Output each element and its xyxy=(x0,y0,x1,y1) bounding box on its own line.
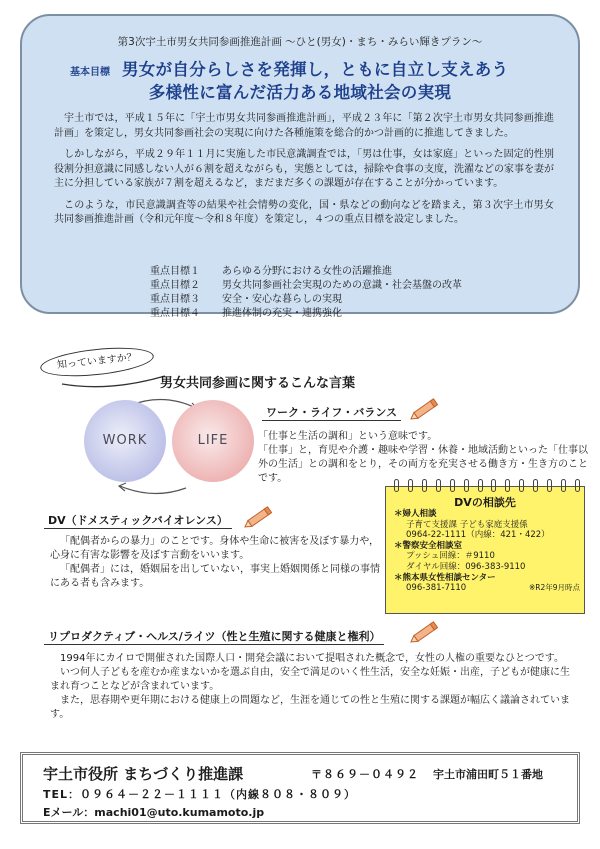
plan-paragraph: このような，市民意識調査等の結果や社会情勢の変化，国・県などの動向などを踏まえ，第３次宇土市男女共同参画推進計画（令和元年度～令和８年度）を策定し，４つの重点目標を設定しました。 xyxy=(54,199,554,225)
contact-line: 子育て支援課 子ども家庭支援係 xyxy=(406,519,528,530)
goal-statement-line1: 男女が自分らしさを発揮し，ともに自立し支えあう xyxy=(122,60,509,79)
plan-paragraphs xyxy=(54,112,554,235)
priority-label: 重点目標３ xyxy=(150,294,200,305)
contact-line xyxy=(394,583,580,594)
wlb-line: 「仕事と生活の調和」という意味です。 xyxy=(258,431,438,442)
contact-footer xyxy=(20,752,580,824)
contact-line: ダイヤル回線：096-383-9110 xyxy=(406,561,526,572)
as-of-note: ※R2年9月時点 xyxy=(528,583,580,593)
rh-paragraph: いつ何人子どもを産むか産まないかを選ぶ自由，安全で満足のいく性生活，安全な妊娠・出産，子どもが健康に生まれ育つことなどが含まれています。 xyxy=(50,667,570,692)
notepad-rings xyxy=(394,479,580,493)
goal-statement-line2: 多様性に富んだ活力ある地域社会の実現 xyxy=(148,83,452,102)
ring-icon xyxy=(575,479,580,492)
ring-icon xyxy=(505,479,510,492)
dv-contacts-title: DVの相談先 xyxy=(454,496,516,509)
priority-goal xyxy=(150,293,462,307)
bubble-swoosh-icon xyxy=(60,370,170,390)
priority-label: 重点目標１ xyxy=(150,266,200,277)
ring-icon xyxy=(422,479,427,492)
ring-icon xyxy=(436,479,441,492)
priority-label: 重点目標４ xyxy=(150,308,200,319)
ring-icon xyxy=(561,479,566,492)
contact-heading: ＊警察安全相談室 xyxy=(394,540,463,551)
priority-goals-list xyxy=(150,265,462,321)
plan-summary-box xyxy=(20,14,580,319)
dv-paragraph: 「配偶者」には，婚姻届を出していない，事実上婚姻関係と同様の事情にある者も含みます。 xyxy=(50,564,380,589)
plan-paragraph: しかしながら，平成２９年１１月に実施した市民意識調査では，「男は仕事，女は家庭」といった固定的性別役割分担意識に同感しない人が６割を超えながらも，実態としては，掃除や食事の支度，洗濯などの家事を妻が主に分担している家族が７割を超えるなど，まだまだ多くの課題が存在することが分かっています。 xyxy=(54,149,554,189)
office-email[interactable]: Eメール：machi01@uto.kumamoto.jp xyxy=(43,806,265,819)
dv-heading xyxy=(44,512,232,528)
dv-description xyxy=(50,535,380,591)
ring-icon xyxy=(547,479,552,492)
contact-phone: 096-381-7110 xyxy=(406,583,467,594)
rh-heading xyxy=(44,628,384,644)
rh-description xyxy=(50,652,570,722)
life-circle: LIFE xyxy=(172,400,254,482)
priority-label: 重点目標２ xyxy=(150,280,200,291)
contact-heading: ＊熊本県女性相談センター xyxy=(394,572,496,583)
dv-contacts-body xyxy=(394,509,580,594)
dv-contacts-notepad xyxy=(385,486,585,614)
contact-line: プッシュ回線：＃9110 xyxy=(406,551,495,562)
ring-icon xyxy=(519,479,524,492)
rh-paragraph: 1994年にカイロで開催された国際人口・開発会議において提唱された概念で，女性の人権の重要なひとつです。 xyxy=(60,653,564,664)
office-phone: TEL：０９６４－２２－１１１１（内線８０８・８０９） xyxy=(43,788,357,801)
priority-text: 安全・安心な暮らしの実現 xyxy=(222,294,342,305)
ring-icon xyxy=(533,479,538,492)
dv-heading-text: DV（ドメスティックバイオレンス） xyxy=(44,514,232,529)
priority-goal xyxy=(150,279,462,293)
ring-icon xyxy=(394,479,399,492)
office-name: 宇土市役所 まちづくり推進課 xyxy=(43,765,244,783)
contact-line: 0964-22-1111（内線：421・422） xyxy=(406,530,550,541)
priority-text: あらゆる分野における女性の活躍推進 xyxy=(222,266,392,277)
priority-goal xyxy=(150,307,462,321)
rh-heading-text: リプロダクティブ・ヘルス/ライツ（性と生殖に関する健康と権利） xyxy=(44,630,384,645)
wlb-heading xyxy=(262,404,401,420)
goal-row xyxy=(22,56,578,79)
priority-goal xyxy=(150,265,462,279)
section-title: 男女共同参画に関するこんな言葉 xyxy=(160,376,356,391)
office-address: 宇土市浦田町５１番地 xyxy=(433,768,543,781)
ring-icon xyxy=(450,479,455,492)
priority-text: 推進体制の充実・連携強化 xyxy=(222,308,342,319)
postal-code: 〒８６９－０４９２ xyxy=(311,768,419,781)
ring-icon xyxy=(464,479,469,492)
wlb-description xyxy=(258,430,588,486)
ring-icon xyxy=(478,479,483,492)
ring-icon xyxy=(491,479,496,492)
priority-text: 男女共同参画社会実現のための意識・社会基盤の改革 xyxy=(222,280,462,291)
plan-title: 第3次宇土市男女共同参画推進計画 ～ひと(男女)・まち・みらい輝きプラン～ xyxy=(117,36,483,48)
ring-icon xyxy=(408,479,413,492)
wlb-line: 「仕事」と，育児や介護・趣味や学習・休養・地域活動といった「仕事以外の生活」との調和をとり，その両方を充実させる働き方・生き方のことです。 xyxy=(258,445,588,484)
work-circle: WORK xyxy=(84,400,166,482)
goal-label: 基本目標 xyxy=(70,67,110,78)
contact-heading: ＊婦人相談 xyxy=(394,509,437,519)
work-life-diagram xyxy=(58,396,248,496)
wlb-heading-text: ワーク・ライフ・バランス xyxy=(262,406,401,421)
plan-paragraph: 宇土市では，平成１５年に「宇土市男女共同参画推進計画」，平成２３年に「第２次宇土市男女共同参画推進計画」を策定し，男女共同参画社会の実現に向けた各種施策を総合的かつ計画的に推進してきました。 xyxy=(54,113,554,139)
rh-paragraph: また，思春期や更年期における健康上の問題など，生涯を通じての性と生殖に関する課題が幅広く議論されています。 xyxy=(50,695,570,720)
dv-paragraph: 「配偶者からの暴力」のことです。身体や生命に被害を及ぼす暴力や，心身に有害な影響を及ぼす言動をいいます。 xyxy=(50,536,379,561)
pencil-icon xyxy=(410,621,442,643)
pencil-icon xyxy=(244,506,276,528)
pencil-icon xyxy=(410,398,442,420)
footer-office-row xyxy=(43,763,563,784)
did-you-know-bubble: 知っていますか？ xyxy=(39,343,155,381)
